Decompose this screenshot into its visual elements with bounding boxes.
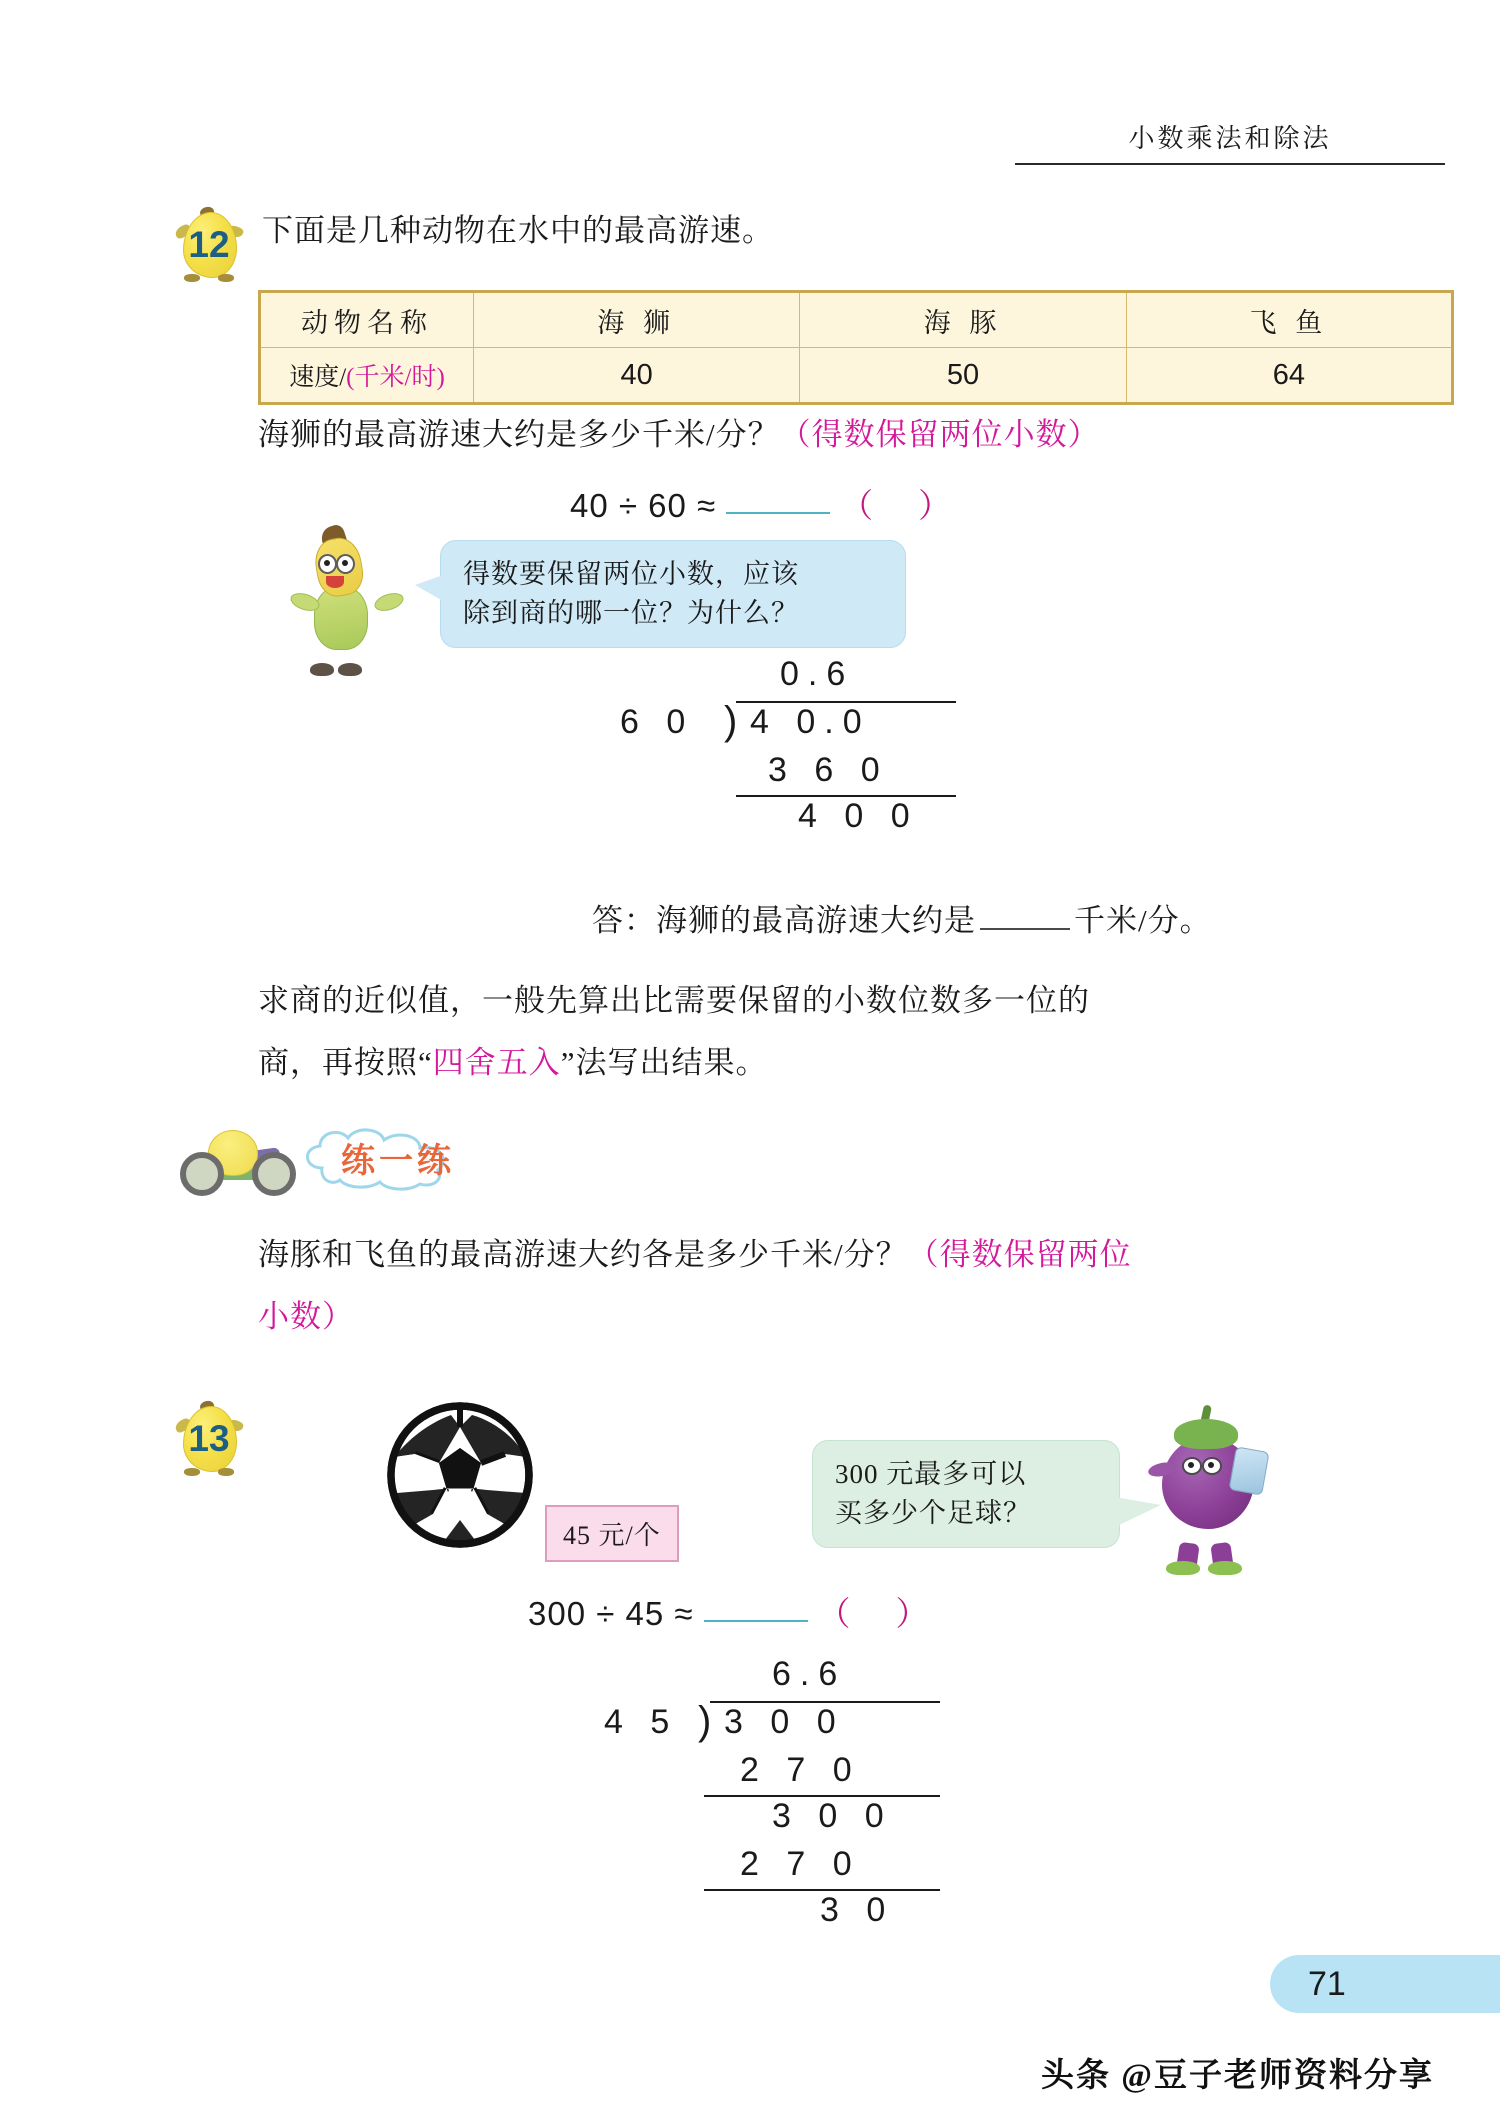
corn-arm-right-icon [372,590,405,614]
table-cell-speed-3: 64 [1126,348,1452,404]
eggplant-bubble-line-1: 300 元最多可以 [835,1459,1027,1489]
eggplant-character-icon [1140,1405,1280,1575]
rule-text-before: 商，再按照“ [258,1045,433,1080]
table-cell-animal-3: 飞 鱼 [1126,292,1452,348]
problem-12-question [258,412,1358,459]
corn-leg-left-icon [310,663,334,676]
practice-question-main: 海豚和飞鱼的最高游速大约各是多少千米/分？ [258,1237,908,1272]
equation-expression-13: 300 ÷ 45 ≈ [528,1595,694,1632]
ld2-step-1: 2 7 0 [740,1751,861,1789]
problem-number-12: 12 [188,224,230,265]
table-cell-animal-2: 海 豚 [800,292,1126,348]
eggplant-backpack-icon [1228,1446,1269,1495]
table-header-animal-name: 动物名称 [260,292,474,348]
table-row-header [260,292,1453,348]
ld2-remainder: 3 0 [820,1891,895,1929]
answer-fill-blank[interactable] [980,908,1070,930]
ld1-dividend: 4 0.0 [750,703,871,741]
table-header-speed [260,348,474,404]
ld2-quotient: 6.6 [772,1655,847,1693]
corn-eye-right-icon [336,554,355,574]
ld1-divisor: 6 0 [620,703,695,741]
soccer-ball-svg-icon [385,1400,535,1550]
rule-paragraph-line-1: 求商的近似值，一般先算出比需要保留的小数位数多一位的 [258,983,1090,1018]
question-note-text: （得数保留两位小数） [779,417,1100,452]
paren-open-13: （ [817,1595,852,1632]
motorcycle-wheel-right-icon [252,1152,296,1196]
ld2-dividend: 3 0 0 [724,1703,845,1741]
table-row-speed [260,348,1453,404]
ld2-divisor: 4 5 [604,1703,679,1741]
eggplant-speech-bubble [812,1440,1120,1548]
corn-eye-left-icon [318,554,337,574]
ld1-remainder: 4 0 0 [798,797,919,835]
corn-character-icon [296,528,396,678]
table-cell-animal-1: 海 狮 [474,292,800,348]
motorcycle-wheel-left-icon [180,1152,224,1196]
long-division-300-div-45 [590,1655,950,1929]
bubble-line-2: 除到商的哪一位？为什么？ [463,598,799,629]
chapter-title: 小数乘法和除法 [1128,124,1332,153]
eggplant-bubble-line-2: 买多少个足球？ [835,1498,1031,1529]
ld1-division-bracket-icon: ) [724,699,747,743]
equation-expression: 40 ÷ 60 ≈ [570,487,717,524]
practice-question-line-2: 小数） [258,1299,354,1334]
ld1-step-1: 3 6 0 [768,751,889,789]
problem-number-badge-12 [178,206,240,282]
bubble-line-1: 得数要保留两位小数，应该 [463,559,799,589]
answer-suffix-text: 千米/分。 [1074,903,1212,938]
corn-mouth-icon [326,576,344,588]
lemon-on-motorcycle-icon [178,1126,298,1196]
ld2-step-2: 3 0 0 [772,1797,893,1835]
soccer-ball-icon [385,1400,535,1550]
price-tag-soccer-ball: 45 元/个 [545,1505,679,1562]
answer-blank-12[interactable] [726,490,830,514]
page-number: 71 [1308,1964,1346,2003]
paren-close-12: ） [918,487,953,524]
practice-banner [178,1120,498,1198]
ld2-division-bracket-icon: ) [698,1699,721,1743]
speed-unit: (千米/时) [346,364,445,391]
equation-40-div-60 [570,480,952,527]
corn-leg-right-icon [338,663,362,676]
table-cell-speed-2: 50 [800,348,1126,404]
eggplant-eye-right-icon [1202,1457,1222,1475]
eggplant-cap-icon [1174,1419,1238,1449]
ld1-quotient: 0.6 [780,655,855,693]
eggplant-shoe-left-icon [1166,1561,1200,1575]
cloud-shape-icon [294,1122,494,1192]
rule-text-after: ”法写出结果。 [560,1045,768,1080]
paren-close-13: ） [895,1595,930,1632]
question-main-text: 海狮的最高游速大约是多少千米/分？ [258,417,780,452]
answer-prefix-text: 答：海狮的最高游速大约是 [592,903,976,938]
ld2-step-3: 2 7 0 [740,1845,861,1883]
long-division-40-div-60 [620,655,960,835]
footer-watermark: 头条 @豆子老师资料分享 [1041,2058,1434,2094]
problem-12-prompt: 下面是几种动物在水中的最高游速。 [262,213,774,248]
table-cell-speed-1: 40 [474,348,800,404]
practice-banner-label: 练一练 [341,1142,455,1180]
header-divider [1015,163,1445,165]
answer-blank-13[interactable] [704,1598,808,1622]
equation-300-div-45 [528,1588,930,1635]
paren-open-12: （ [840,487,875,524]
problem-number-13: 13 [188,1418,230,1459]
eggplant-shoe-right-icon [1208,1561,1242,1575]
problem-12-answer-line [592,898,1212,945]
page-number-banner [1270,1955,1500,2013]
rule-highlight-rounding: 四舍五入 [432,1045,561,1080]
eggplant-eye-left-icon [1182,1457,1202,1475]
animal-speed-table [258,290,1454,405]
speed-label: 速度/ [289,364,347,391]
practice-question-note-1: （得数保留两位 [907,1237,1132,1272]
rule-paragraph-line-2 [258,1040,1338,1087]
practice-question-line-1 [258,1232,1378,1279]
page-header [1015,118,1445,165]
corn-speech-bubble [440,540,906,648]
problem-number-badge-13 [178,1400,240,1476]
